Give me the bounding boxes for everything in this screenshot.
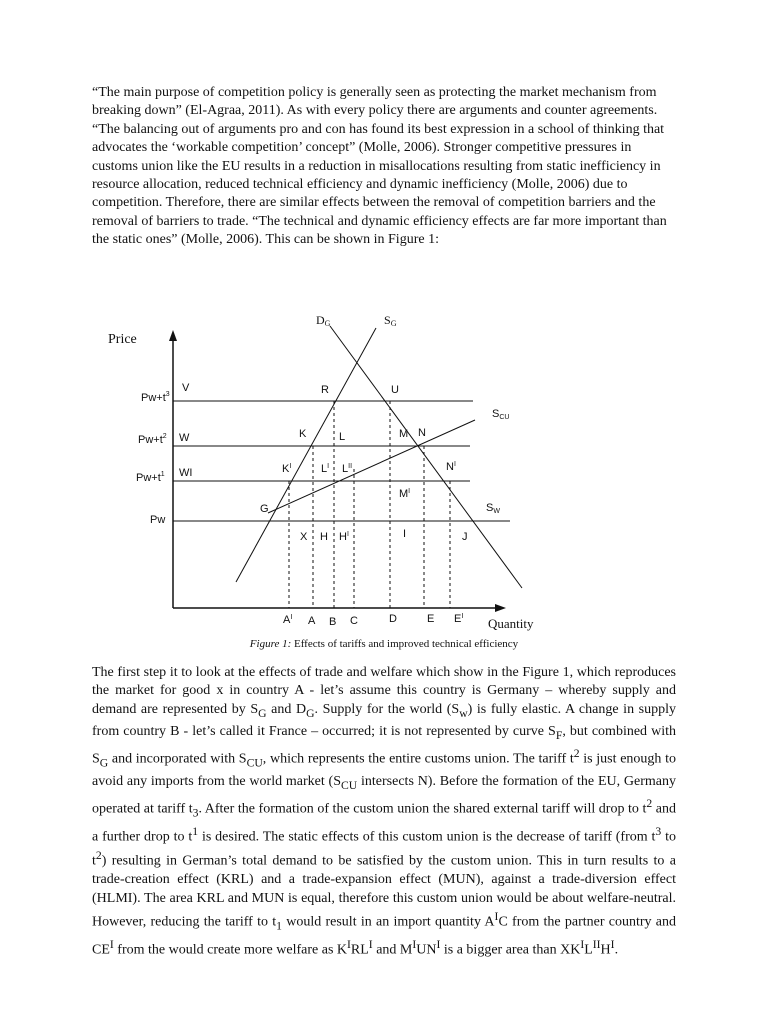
point-label-n: N — [418, 427, 426, 439]
point-label-l-ii: $L^{II}$ — [342, 463, 353, 475]
subscript: 3 — [192, 806, 199, 820]
point-label-h: H — [320, 531, 328, 543]
text-run: would result in an import quantity A — [281, 914, 495, 930]
text-run: and incorporated with S — [108, 751, 247, 767]
text-run: . — [614, 942, 619, 958]
x-tick-b: B — [329, 616, 337, 628]
point-label-k: K — [299, 428, 307, 440]
point-label-w-i: WI — [179, 467, 193, 479]
intro-paragraph — [92, 84, 676, 250]
x-tick-e: E — [427, 613, 435, 625]
subscript: w — [459, 706, 468, 720]
analysis-paragraph — [92, 664, 676, 960]
supply-curve-sg — [236, 328, 376, 582]
sg-label: SG — [384, 313, 397, 328]
text-run: ) is fully elastic. A change in supply from country B - let’s called it France – occurred; it is not represented by curve S — [92, 701, 677, 740]
superscript: I — [347, 937, 351, 951]
point-label-m-i: $M^I$ — [399, 488, 411, 500]
superscript: 2 — [573, 747, 580, 761]
price-label-pw: Pw — [150, 514, 166, 526]
text-run: C from the partner country and CE — [92, 914, 677, 958]
subscript: F — [555, 728, 563, 742]
point-label-m: M — [399, 428, 409, 440]
superscript: II — [592, 937, 601, 951]
x-axis-label: Quantity — [488, 616, 534, 631]
text-run: RL — [350, 942, 369, 958]
text-run: from the would create more welfare as K — [113, 942, 348, 958]
sw-label: SW — [486, 502, 500, 515]
superscript: 2 — [95, 849, 102, 863]
dg-label: DG — [316, 313, 331, 328]
price-label-pw-t3: $Pw+t^3$ — [141, 391, 170, 404]
superscript: 1 — [192, 825, 199, 839]
text-run: ) resulting in German’s total demand to be satisfied by the custom union. This in turn results to a trade-creation effect (KRL) and a trade-expansion effect (MUN), against a trade-diversion effect (HLMI). The area KRL and MUN is equal, therefore this custom union would be about welfare-neutral. However, reducing the tariff to t — [92, 853, 676, 930]
point-label-k-i: $K^I$ — [282, 463, 292, 475]
x-axis-arrow-icon — [495, 604, 506, 612]
point-label-n-i: $N^I$ — [446, 461, 456, 473]
price-label-pw-t2: $Pw+t^2$ — [138, 433, 167, 446]
superscript: 3 — [655, 825, 662, 839]
text-run: and M — [372, 942, 413, 958]
text-run: to t — [92, 829, 677, 869]
text-run: is just enough to avoid any imports from the world market (S — [92, 751, 676, 790]
subscript: CU — [341, 778, 358, 792]
text-run: is a bigger area than XK — [440, 942, 581, 958]
text-run: . Supply for the world (S — [314, 701, 460, 717]
text-run: is desired. The static effects of this custom union is the decrease of tariff (from t — [198, 829, 656, 845]
figure-caption — [0, 638, 768, 650]
x-tick-a-i: $A^I$ — [283, 614, 293, 626]
superscript: I — [109, 937, 114, 951]
x-tick-e-i: $E^I$ — [454, 613, 464, 625]
text-run: . After the formation of the custom union the shared external tariff will drop to t — [198, 801, 647, 817]
x-tick-a: A — [308, 615, 316, 627]
text-run: UN — [416, 942, 437, 958]
point-label-w: W — [179, 432, 190, 444]
point-label-r: R — [321, 384, 329, 396]
text-run: L — [584, 942, 593, 958]
point-label-u: U — [391, 384, 399, 396]
point-label-v: V — [182, 382, 190, 394]
superscript: I — [412, 937, 417, 951]
superscript: I — [580, 937, 585, 951]
text-run: H — [600, 942, 611, 958]
superscript: I — [494, 910, 499, 924]
scu-label: SCU — [492, 408, 510, 421]
superscript: 2 — [646, 797, 653, 811]
text-run: , which represents the entire customs union. The tariff t — [262, 751, 574, 767]
y-axis-label: Price — [108, 332, 137, 347]
subscript: CU — [246, 756, 263, 770]
superscript: I — [436, 937, 441, 951]
point-label-x: X — [300, 531, 308, 543]
figure-1-diagram — [0, 300, 768, 640]
intro-paragraph-text: “The main purpose of competition policy is generally seen as protecting the market mechanism from breaking down” (El-Agraa, 2011). As with every policy there are arguments and counter agreements. “The balancing out of arguments pro and con has found its best expression in a school of thinking that advocates the ‘workable competition’ concept” (Molle, 2006). Stronger competitive pressures in customs union like the EU results in a reduction in misallocations resulting from static inefficiency in resource allocation, reduced technical efficiency and dynamic inefficiency (Molle, 2006) due to competition. Therefore, there are similar effects between the removal of competition barriers and the removal of barriers to trade. “The technical and dynamic efficiency effects are far more important than the static ones” (Molle, 2006). This can be shown in Figure 1: — [92, 85, 667, 248]
text-run: and D — [266, 701, 307, 717]
superscript: I — [368, 937, 373, 951]
point-label-l: L — [339, 431, 346, 443]
subscript: G — [306, 706, 315, 720]
point-label-h-i: $H^I$ — [339, 531, 349, 543]
text-run: The first step it to look at the effects of trade and welfare which show in the Figure 1, which reproduces the market for good x in country A - let’s assume this country is Germany – whereby supply and demand are represented by S — [92, 665, 676, 717]
point-label-j: J — [462, 531, 468, 543]
figure-caption-text: Effects of tariffs and improved technical efficiency — [294, 638, 519, 650]
x-tick-c: C — [350, 615, 358, 627]
point-label-i: I — [403, 528, 407, 540]
subscript: G — [99, 756, 109, 770]
x-tick-d: D — [389, 613, 397, 625]
y-axis-arrow-icon — [169, 330, 177, 341]
figure-caption-label: Figure 1: — [249, 638, 292, 650]
point-label-g: G — [260, 503, 269, 515]
demand-curve-dg — [330, 326, 522, 588]
subscript: G — [258, 706, 267, 720]
point-label-l-i: $L^I$ — [321, 463, 330, 475]
text-run: , but combined with S — [92, 724, 676, 767]
price-label-pw-t1: $Pw+t^1$ — [136, 471, 165, 484]
text-run: and a further drop to t — [92, 801, 676, 845]
superscript: I — [610, 937, 615, 951]
subscript: 1 — [276, 919, 282, 933]
text-run: intersects N). Before the formation of the EU, Germany operated at tariff t — [92, 774, 676, 817]
